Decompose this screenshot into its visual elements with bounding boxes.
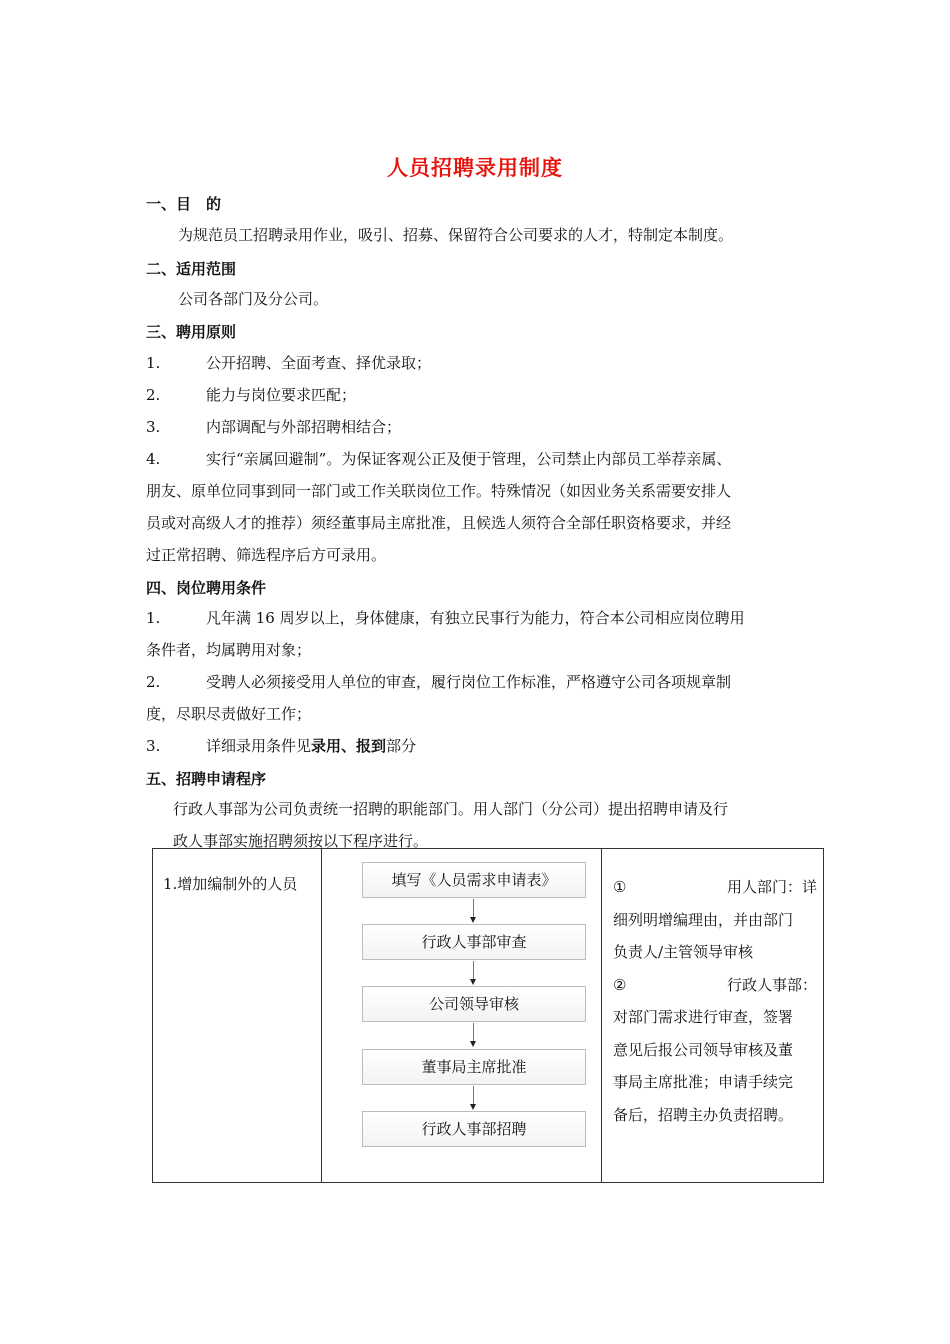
section-heading-conditions: 四、岗位聘用条件 [146,579,267,597]
list-item-text-continued: 朋友、原单位同事到同一部门或工作关联岗位工作。特殊情况（如因业务关系需要安排人 [146,482,732,500]
list-item-number: 2. [146,673,161,691]
section-body-procedure: 行政人事部为公司负责统一招聘的职能部门。用人部门（分公司）提出招聘申请及行 [173,800,729,818]
note-line: 意见后报公司领导审核及董 [613,1040,794,1059]
list-item-number: 3. [146,737,161,755]
list-item-number: 3. [146,418,161,436]
note-row [613,871,817,904]
separator: 、 [341,737,357,755]
section-body-procedure-continued: 政人事部实施招聘须按以下程序进行。 [173,832,429,850]
note-marker: ① [613,878,627,896]
note-heading: 行政人事部： [726,975,817,994]
list-item-number: 1. [146,609,161,627]
list-item-text [206,730,416,762]
flow-step: 公司领导审核 [362,986,586,1022]
note-row [613,969,817,1002]
list-item-text: 受聘人必须接受用人单位的审查，履行岗位工作标准，严格遵守公司各项规章制 [206,673,732,691]
list-item-text: 公开招聘、全面考查、择优录取； [206,354,432,372]
note-line: 事局主席批准；申请手续完 [613,1073,794,1091]
flow-arrow [473,961,474,980]
bold-term-report: 报到 [356,737,387,755]
note-line: 备后，招聘主办负责招聘。 [613,1105,794,1124]
list-item-text: 内部调配与外部招聘相结合； [206,418,402,436]
flow-step: 行政人事部招聘 [362,1111,586,1147]
list-item-number: 1. [146,354,161,372]
section-body-purpose: 为规范员工招聘录用作业，吸引、招募、保留符合公司要求的人才，特制定本制度。 [178,226,734,244]
list-item-text-continued: 度，尽职尽责做好工作； [146,705,312,723]
note-line: 对部门需求进行审查，签署 [613,1008,794,1026]
flow-arrow [473,899,474,918]
notes-column [613,871,817,1131]
text-run: 详细录用条件见 [206,737,312,755]
section-body-scope: 公司各部门及分公司。 [178,290,329,308]
list-item-text: 能力与岗位要求匹配； [206,386,357,404]
flow-step: 董事局主席批准 [362,1049,586,1085]
bold-term-hire: 录用 [311,737,342,755]
note-line: 负责人/主管领导审核 [613,943,754,961]
list-item-text-continued: 员或对高级人才的推荐）须经董事局主席批准，且候选人须符合全部任职资格要求，并经 [146,514,732,532]
text-run: 部分 [386,737,417,755]
page-title: 人员招聘录用制度 [387,156,563,180]
list-item-number: 4. [146,450,161,468]
section-heading-procedure: 五、招聘申请程序 [146,770,267,788]
note-heading: 用人部门：详 [726,878,817,896]
column-divider [321,849,322,1182]
section-heading-purpose: 一、目 的 [146,195,222,213]
procedure-table [152,848,824,1183]
list-item-text: 凡年满 16 周岁以上，身体健康，有独立民事行为能力，符合本公司相应岗位聘用 [206,609,745,627]
note-line: 细列明增编理由，并由部门 [613,910,794,929]
flow-step: 行政人事部审查 [362,924,586,960]
flow-arrow [473,1086,474,1105]
list-item-text-continued: 条件者，均属聘用对象； [146,641,312,659]
case-label: 1.增加编制外的人员 [163,875,298,893]
list-item-number: 2. [146,386,161,404]
flow-arrow [473,1023,474,1042]
list-item-text-continued: 过正常招聘、筛选程序后方可录用。 [146,546,387,564]
section-heading-principles: 三、聘用原则 [146,323,237,341]
section-heading-scope: 二、适用范围 [146,260,237,278]
list-item-text: 实行“亲属回避制”。为保证客观公正及便于管理，公司禁止内部员工举荐亲属、 [206,450,732,468]
column-divider [601,849,602,1182]
note-marker: ② [613,975,627,994]
flow-step: 填写《人员需求申请表》 [362,862,586,898]
